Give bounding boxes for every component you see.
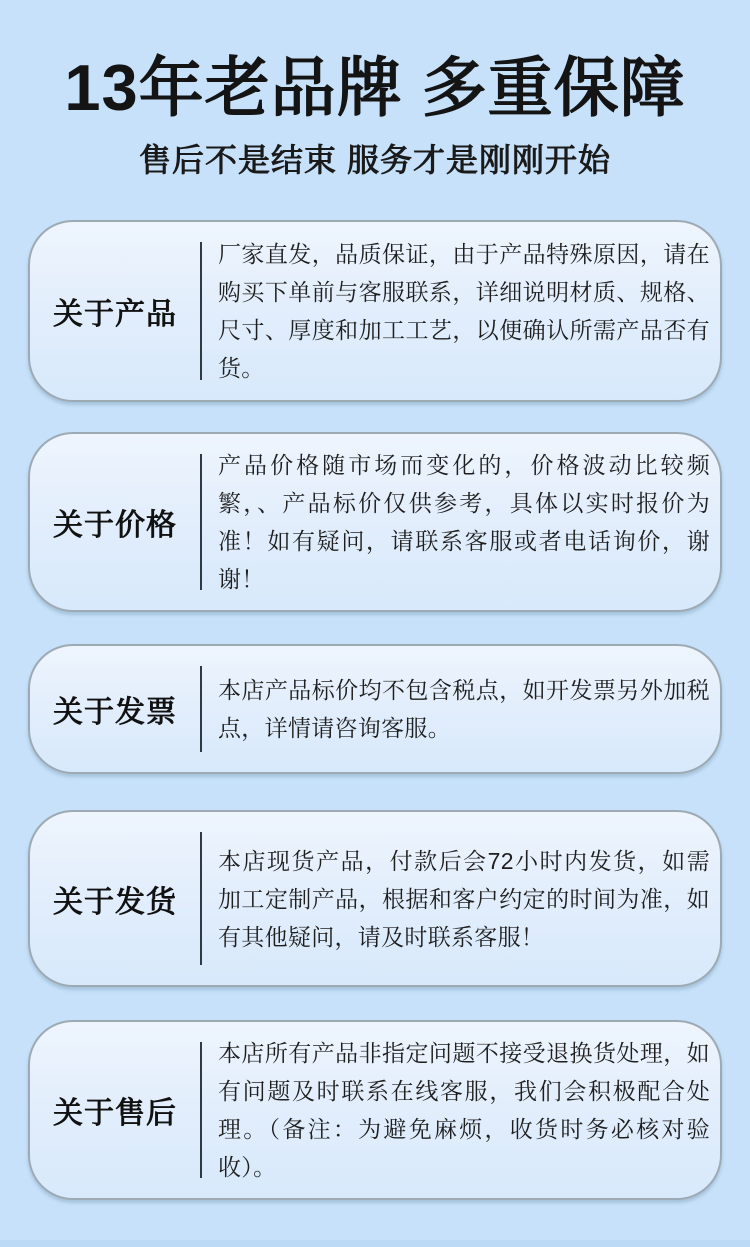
page-subtitle: 售后不是结束 服务才是刚刚开始 (139, 142, 611, 178)
card-text-invoice: 本店产品标价均不包含税点，如开发票另外加税点，详情请咨询客服。 (218, 677, 710, 741)
card-text-product: 厂家直发，品质保证，由于产品特殊原因，请在购买下单前与客服联系，详细说明材质、规格、尺寸、厚度和加工工艺，以便确认所需产品否有货。 (218, 241, 710, 381)
info-card-price (28, 432, 722, 612)
info-card-invoice (28, 644, 722, 774)
card-label-invoice: 关于发票 (53, 696, 177, 729)
card-label-price: 关于价格 (53, 509, 177, 542)
info-card-product (28, 220, 722, 402)
card-text-price: 产品价格随市场而变化的，价格波动比较频繁，、产品标价仅供参考，具体以实时报价为准！如有疑问，请联系客服或者电话询价，谢谢！ (218, 452, 710, 592)
info-card-shipping (28, 810, 722, 987)
card-text-shipping: 本店现货产品，付款后会72小时内发货，如需加工定制产品，根据和客户约定的时间为准，如有其他疑问，请及时联系客服！ (218, 847, 710, 950)
info-card-list (28, 220, 722, 1200)
card-text-aftersale: 本店所有产品非指定问题不接受退换货处理，如有问题及时联系在线客服，我们会积极配合处理。（备注：为避免麻烦，收货时务必核对验收）。 (218, 1040, 710, 1180)
page-title: 13年老品牌 多重保障 (64, 51, 686, 124)
card-label-product: 关于产品 (53, 298, 177, 331)
card-label-aftersale: 关于售后 (53, 1097, 177, 1130)
info-card-aftersale (28, 1020, 722, 1200)
section-bottom-edge (0, 1240, 750, 1247)
card-label-shipping: 关于发货 (53, 885, 177, 919)
